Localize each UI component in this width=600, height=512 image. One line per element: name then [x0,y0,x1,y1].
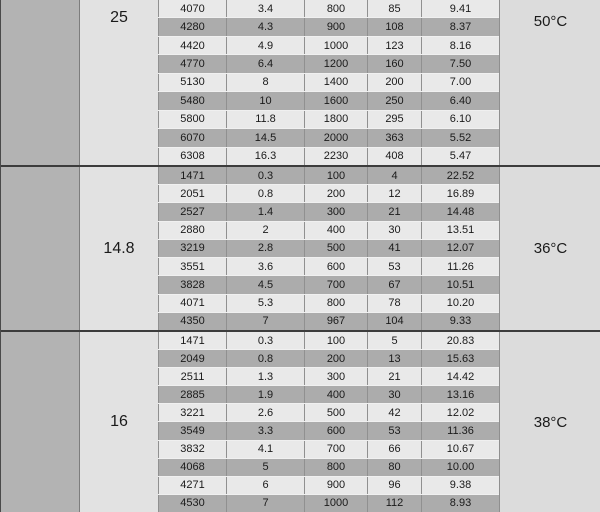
table-cell-col4: 5 [367,332,421,349]
table-cell-col3: 900 [304,477,367,494]
table-cell-col4: 363 [367,129,421,146]
table-cell-col2: 16.3 [226,148,304,165]
temperature-value: 36°C [533,240,568,257]
table-cell-col3: 2230 [304,148,367,165]
table-cell-speed: 4070 [158,0,226,17]
table-cell-col5: 9.33 [421,313,499,330]
table-cell-col5: 11.36 [421,422,499,439]
table-row [158,494,499,512]
table-cell-col4: 85 [367,0,421,17]
table-cell-col2: 4.3 [226,18,304,35]
table-cell-speed: 4770 [158,55,226,72]
table-row [158,54,499,72]
table-cell-col2: 7 [226,313,304,330]
table-cell-speed: 2511 [158,368,226,385]
table-cell-col5: 20.83 [421,332,499,349]
table-cell-col2: 4.9 [226,37,304,54]
table-cell-col5: 15.63 [421,350,499,367]
table-cell-col5: 10.51 [421,276,499,293]
table-cell-col3: 1800 [304,111,367,128]
table-cell-speed: 3221 [158,404,226,421]
table-row [158,294,499,312]
table-cell-speed: 1471 [158,167,226,184]
table-cell-col2: 0.3 [226,167,304,184]
table-cell-col2: 3.4 [226,0,304,17]
table-cell-speed: 5130 [158,74,226,91]
table-section-1 [1,0,600,165]
table-cell-col3: 400 [304,222,367,239]
table-cell-col2: 11.8 [226,111,304,128]
table-cell-col4: 112 [367,495,421,512]
table-cell-col4: 123 [367,37,421,54]
table-cell-speed: 6308 [158,148,226,165]
table-cell-speed: 4530 [158,495,226,512]
table-cell-speed: 5480 [158,92,226,109]
table-row [158,17,499,35]
table-cell-col5: 12.07 [421,240,499,257]
table-cell-col3: 1600 [304,92,367,109]
table-cell-col4: 295 [367,111,421,128]
table-cell-col4: 13 [367,350,421,367]
table-row [158,440,499,458]
table-cell-speed: 3828 [158,276,226,293]
table-cell-speed: 3219 [158,240,226,257]
table-row [158,73,499,91]
temperature-cell [499,167,600,330]
table-cell-col5: 5.47 [421,148,499,165]
table-cell-col5: 12.02 [421,404,499,421]
table-cell-speed: 4420 [158,37,226,54]
table-cell-col4: 41 [367,240,421,257]
table-row [158,184,499,202]
table-cell-col3: 2000 [304,129,367,146]
table-cell-col5: 9.41 [421,0,499,17]
table-cell-col3: 1000 [304,37,367,54]
group-value-cell [79,332,158,512]
group-value: 25 [110,9,128,26]
table-cell-col5: 13.16 [421,386,499,403]
table-row [158,349,499,367]
table-cell-col3: 100 [304,167,367,184]
table-cell-col3: 600 [304,258,367,275]
table-cell-col4: 67 [367,276,421,293]
table-cell-col3: 800 [304,459,367,476]
table-cell-col2: 2.6 [226,404,304,421]
table-cell-col3: 300 [304,203,367,220]
table-row [158,385,499,403]
table-cell-speed: 2049 [158,350,226,367]
table-cell-col4: 21 [367,368,421,385]
table-cell-col4: 160 [367,55,421,72]
table-row [158,239,499,257]
table-cell-speed: 2885 [158,386,226,403]
table-row [158,421,499,439]
table-cell-col3: 700 [304,441,367,458]
table-cell-col4: 108 [367,18,421,35]
table-cell-speed: 2051 [158,185,226,202]
table-cell-col3: 500 [304,240,367,257]
table-cell-col4: 53 [367,258,421,275]
table-cell-col4: 96 [367,477,421,494]
table-cell-col2: 0.3 [226,332,304,349]
table-cell-speed: 4068 [158,459,226,476]
table-cell-col2: 0.8 [226,185,304,202]
table-row [158,202,499,220]
table-cell-col2: 3.6 [226,258,304,275]
table-cell-col3: 200 [304,185,367,202]
table-row [158,110,499,128]
table-row [158,221,499,239]
table-cell-speed: 4350 [158,313,226,330]
table-cell-col2: 7 [226,495,304,512]
temperature-value: 50°C [533,13,568,30]
table-cell-col2: 0.8 [226,350,304,367]
table-cell-col3: 1000 [304,495,367,512]
table-cell-col2: 3.3 [226,422,304,439]
table-cell-speed: 2527 [158,203,226,220]
table-cell-col3: 800 [304,0,367,17]
table-section-3 [1,330,600,512]
table-cell-speed: 5800 [158,111,226,128]
table-cell-col3: 600 [304,422,367,439]
table-cell-col5: 9.38 [421,477,499,494]
table-cell-col2: 5 [226,459,304,476]
table-cell-col5: 8.93 [421,495,499,512]
data-rows-group-2 [158,167,499,330]
table-cell-col5: 6.10 [421,111,499,128]
table-cell-col2: 4.5 [226,276,304,293]
table-cell-speed: 1471 [158,332,226,349]
table-cell-col4: 12 [367,185,421,202]
table-cell-col2: 1.3 [226,368,304,385]
table-cell-col3: 400 [304,386,367,403]
table-cell-col4: 200 [367,74,421,91]
table-cell-col2: 4.1 [226,441,304,458]
table-cell-speed: 6070 [158,129,226,146]
table-cell-col5: 10.20 [421,295,499,312]
table-cell-col4: 21 [367,203,421,220]
group-value-cell [79,167,158,330]
temperature-value: 38°C [533,413,568,431]
table-cell-col5: 7.00 [421,74,499,91]
table-cell-col3: 900 [304,18,367,35]
temperature-cell [499,332,600,512]
table-row [158,403,499,421]
table-cell-col4: 30 [367,386,421,403]
table-cell-speed: 3551 [158,258,226,275]
table-row [158,332,499,349]
table-row [158,458,499,476]
table-cell-col3: 300 [304,368,367,385]
table-row [158,257,499,275]
table-cell-col2: 5.3 [226,295,304,312]
table-cell-col4: 42 [367,404,421,421]
table-cell-col3: 500 [304,404,367,421]
table-cell-col4: 78 [367,295,421,312]
table-cell-col5: 14.48 [421,203,499,220]
table-row [158,36,499,54]
table-cell-col3: 1400 [304,74,367,91]
table-row [158,0,499,17]
table-cell-speed: 3832 [158,441,226,458]
table-cell-speed: 4271 [158,477,226,494]
blank-column-cell [1,167,79,330]
blank-column-cell [1,332,79,512]
table-cell-col3: 800 [304,295,367,312]
table-cell-col5: 10.00 [421,459,499,476]
table-cell-col4: 408 [367,148,421,165]
table-cell-col5: 5.52 [421,129,499,146]
table-cell-col2: 2.8 [226,240,304,257]
table-cell-col2: 6.4 [226,55,304,72]
table-cell-col5: 22.52 [421,167,499,184]
table-row [158,275,499,293]
table-cell-col3: 100 [304,332,367,349]
temperature-cell [499,0,600,165]
table-section-2 [1,165,600,330]
table-cell-col2: 6 [226,477,304,494]
table-cell-col2: 10 [226,92,304,109]
table-cell-col5: 8.16 [421,37,499,54]
table-cell-col5: 8.37 [421,18,499,35]
table-cell-speed: 4071 [158,295,226,312]
table-cell-col3: 967 [304,313,367,330]
table-row [158,128,499,146]
table-row [158,147,499,165]
table-cell-col3: 200 [304,350,367,367]
table-cell-col4: 250 [367,92,421,109]
table-cell-col5: 14.42 [421,368,499,385]
table-cell-col5: 16.89 [421,185,499,202]
table-row [158,367,499,385]
table-cell-col2: 8 [226,74,304,91]
table-cell-speed: 3549 [158,422,226,439]
table-cell-col4: 80 [367,459,421,476]
group-value: 16 [110,413,128,430]
table-cell-col2: 1.9 [226,386,304,403]
table-cell-col3: 1200 [304,55,367,72]
blank-column-cell [1,0,79,165]
table-row [158,312,499,330]
group-value: 14.8 [103,239,135,257]
table-cell-col4: 30 [367,222,421,239]
table-row [158,91,499,109]
table-cell-col4: 4 [367,167,421,184]
table-cell-col2: 14.5 [226,129,304,146]
table-row [158,476,499,494]
table-cell-col5: 11.26 [421,258,499,275]
table-cell-col4: 53 [367,422,421,439]
table-cell-col3: 700 [304,276,367,293]
table-cell-col5: 7.50 [421,55,499,72]
table-cell-col4: 66 [367,441,421,458]
data-rows-group-3 [158,332,499,512]
table-cell-col2: 2 [226,222,304,239]
table-cell-col2: 1.4 [226,203,304,220]
table-row [158,167,499,184]
data-rows-group-1 [158,0,499,165]
group-value-cell [79,0,158,165]
table-cell-speed: 4280 [158,18,226,35]
table-cell-speed: 2880 [158,222,226,239]
table-cell-col5: 6.40 [421,92,499,109]
table-cell-col5: 13.51 [421,222,499,239]
table-cell-col5: 10.67 [421,441,499,458]
table-cell-col4: 104 [367,313,421,330]
